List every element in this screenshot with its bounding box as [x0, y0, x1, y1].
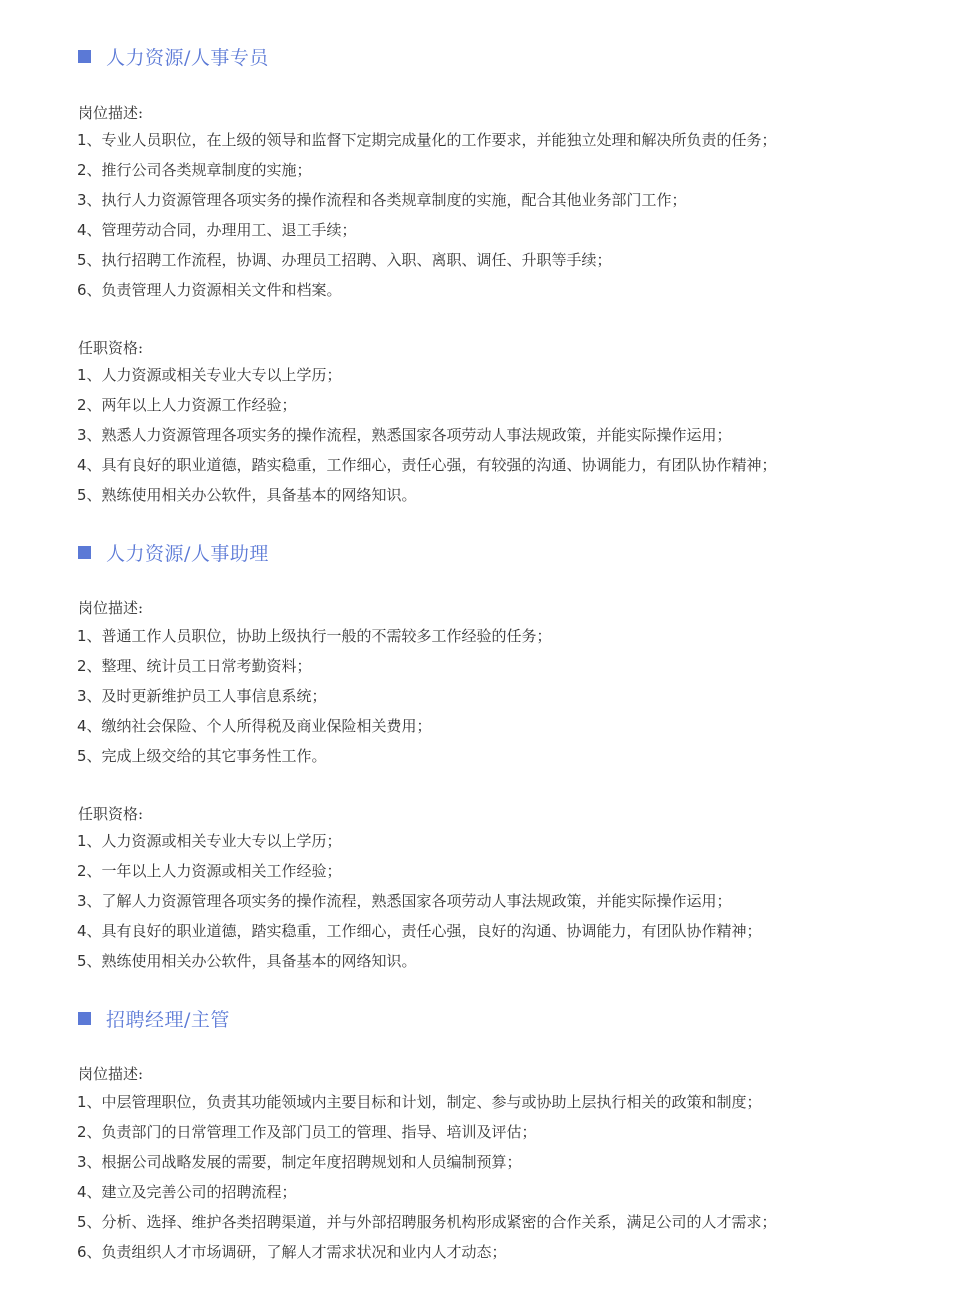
- list-item: 2、整理、统计员工日常考勤资料；: [77, 657, 312, 675]
- qualifications-heading: 任职资格:: [78, 805, 144, 823]
- section-title-text: 人力资源/人事助理: [106, 542, 269, 565]
- section-title-hr-specialist: [78, 41, 269, 71]
- list-item: 5、熟练使用相关办公软件，具备基本的网络知识。: [77, 486, 417, 504]
- square-bullet-icon: [78, 50, 91, 63]
- section-title-text: 招聘经理/主管: [106, 1008, 230, 1031]
- list-item: 2、负责部门的日常管理工作及部门员工的管理、指导、培训及评估；: [77, 1123, 537, 1141]
- list-item: 4、缴纳社会保险、个人所得税及商业保险相关费用；: [77, 717, 432, 735]
- list-item: 1、普通工作人员职位，协助上级执行一般的不需较多工作经验的任务；: [77, 627, 552, 645]
- list-item: 4、建立及完善公司的招聘流程；: [77, 1183, 297, 1201]
- list-item: 5、分析、选择、维护各类招聘渠道，并与外部招聘服务机构形成紧密的合作关系，满足公司的人才需求；: [77, 1213, 777, 1231]
- list-item: 6、负责管理人力资源相关文件和档案。: [77, 281, 342, 299]
- list-item: 3、熟悉人力资源管理各项实务的操作流程，熟悉国家各项劳动人事法规政策，并能实际操作运用；: [77, 426, 732, 444]
- square-bullet-icon: [78, 546, 91, 559]
- list-item: 1、人力资源或相关专业大专以上学历；: [77, 366, 342, 384]
- list-item: 4、具有良好的职业道德，踏实稳重，工作细心，责任心强，有较强的沟通、协调能力，有团队协作精神；: [77, 456, 777, 474]
- list-item: 3、及时更新维护员工人事信息系统；: [77, 687, 327, 705]
- square-bullet-icon: [78, 1012, 91, 1025]
- section-title-recruiting-manager: [78, 1003, 230, 1033]
- section-title-hr-assistant: [78, 537, 269, 567]
- list-item: 4、具有良好的职业道德，踏实稳重，工作细心，责任心强，良好的沟通、协调能力，有团队协作精神；: [77, 922, 762, 940]
- list-item: 1、中层管理职位，负责其功能领域内主要目标和计划，制定、参与或协助上层执行相关的政策和制度；: [77, 1093, 762, 1111]
- list-item: 2、推行公司各类规章制度的实施；: [77, 161, 312, 179]
- list-item: 5、完成上级交给的其它事务性工作。: [77, 747, 327, 765]
- list-item: 5、熟练使用相关办公软件，具备基本的网络知识。: [77, 952, 417, 970]
- list-item: 3、了解人力资源管理各项实务的操作流程，熟悉国家各项劳动人事法规政策，并能实际操作运用；: [77, 892, 732, 910]
- list-item: 2、两年以上人力资源工作经验；: [77, 396, 297, 414]
- list-item: 5、执行招聘工作流程，协调、办理员工招聘、入职、离职、调任、升职等手续；: [77, 251, 612, 269]
- list-item: 3、根据公司战略发展的需要，制定年度招聘规划和人员编制预算；: [77, 1153, 522, 1171]
- list-item: 4、管理劳动合同，办理用工、退工手续；: [77, 221, 357, 239]
- job-description-heading: 岗位描述:: [78, 104, 144, 122]
- list-item: 1、人力资源或相关专业大专以上学历；: [77, 832, 342, 850]
- list-item: 1、专业人员职位，在上级的领导和监督下定期完成量化的工作要求，并能独立处理和解决所负责的任务；: [77, 131, 777, 149]
- list-item: 6、负责组织人才市场调研，了解人才需求状况和业内人才动态；: [77, 1243, 507, 1261]
- job-description-heading: 岗位描述:: [78, 1065, 144, 1083]
- qualifications-heading: 任职资格:: [78, 339, 144, 357]
- list-item: 3、执行人力资源管理各项实务的操作流程和各类规章制度的实施，配合其他业务部门工作；: [77, 191, 687, 209]
- list-item: 2、一年以上人力资源或相关工作经验；: [77, 862, 342, 880]
- section-title-text: 人力资源/人事专员: [106, 46, 269, 69]
- job-description-heading: 岗位描述:: [78, 599, 144, 617]
